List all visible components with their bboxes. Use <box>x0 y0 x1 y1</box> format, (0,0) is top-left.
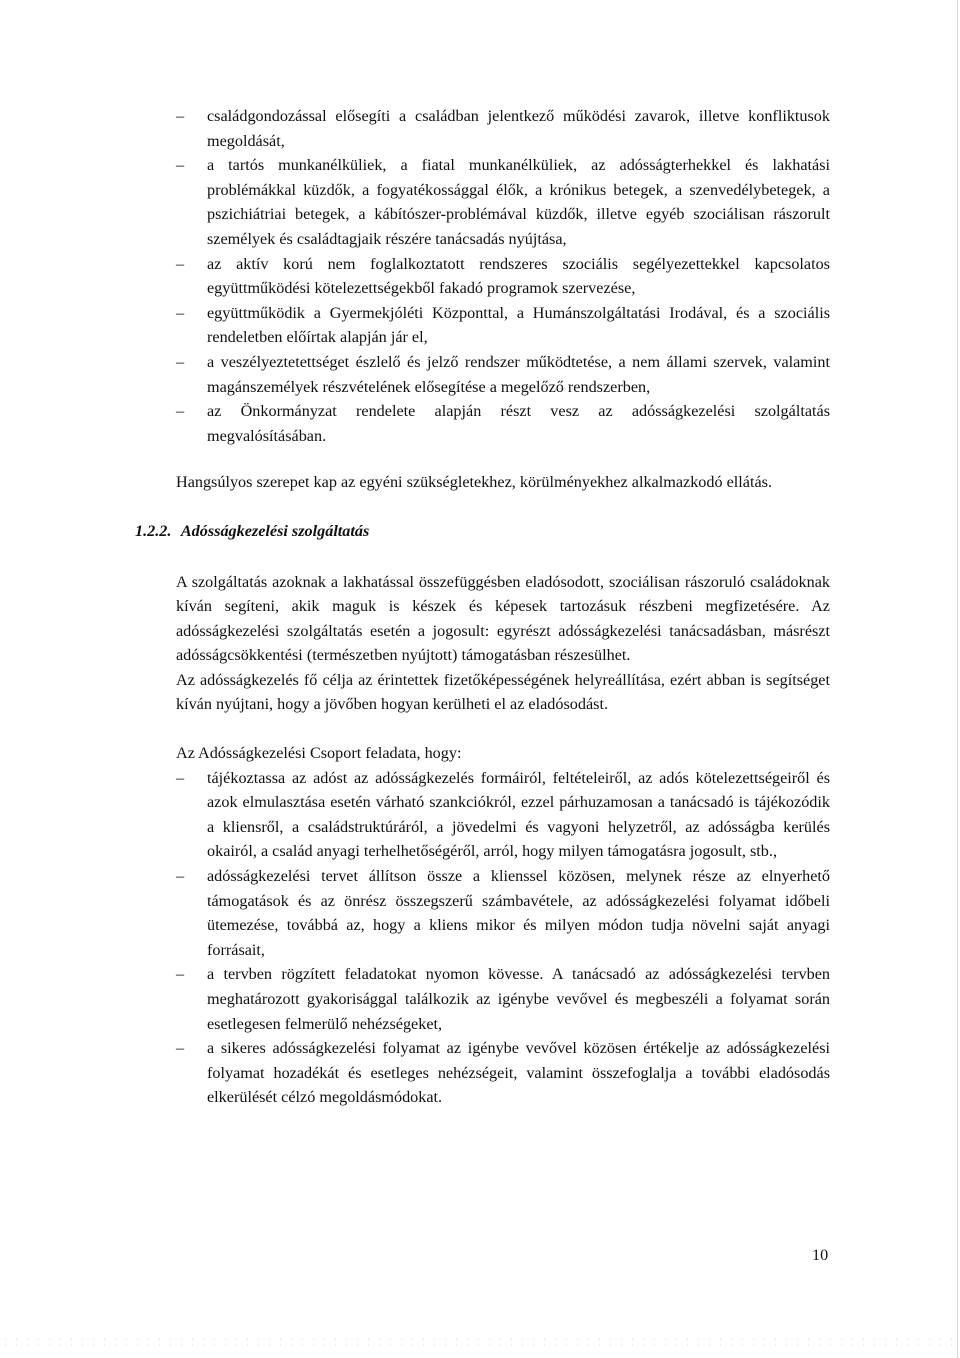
list-item: – a sikeres adósságkezelési folyamat az igénybe vevővel közösen értékelje az adósságkezelési folyamat hozadékát és esetleges nehézségeit, valamint összefoglalja a további eladósodás elkerülését célzó megoldásmódokat. <box>176 1036 830 1110</box>
emphasis-paragraph: Hangsúlyos szerepet kap az egyéni szükségletekhez, körülményekhez alkalmazkodó ellátás. <box>176 473 773 492</box>
list-item: – a tartós munkanélküliek, a fiatal munkanélküliek, az adósságterhekkel és lakhatási problémákkal küzdők, a fogyatékossággal élők, a krónikus betegek, a szenvedélybetegek, a pszichiátriai betegek, a kábítószer-problémával küzdők, illetve egyéb szociálisan rászorult személyek és családtagjaik részére tanácsadás nyújtása, <box>176 153 830 251</box>
task-list-top <box>176 104 830 448</box>
list-item: – az Önkormányzat rendelete alapján részt vesz az adósságkezelési szolgáltatás megvalósításában. <box>176 399 830 448</box>
list-item: – családgondozással elősegíti a családban jelentkező működési zavarok, illetve konfliktusok megoldását, <box>176 104 830 153</box>
body-paragraph-1: A szolgáltatás azoknak a lakhatással összefüggésben eladósodott, szociálisan rászoruló családoknak kíván segíteni, akik maguk is készek és képesek tartozásuk részbeni megfizetésére. Az adósságkezelési szolgáltatás esetén a jogosult: egyrészt adósságkezelési tanácsadásban, másrészt adósságcsökkentési (természetben nyújtott) támogatásban részesülhet. <box>176 572 830 665</box>
section-number: 1.2.2. <box>135 521 172 540</box>
page-number: 10 <box>812 1246 829 1264</box>
list-item: – az aktív korú nem foglalkoztatott rendszeres szociális segélyezettekkel kapcsolatos együttműködési kötelezettségekből fakadó programok szervezése, <box>176 252 830 301</box>
task-list-bottom <box>176 766 830 1110</box>
list-item: – együttműködik a Gyermekjóléti Központtal, a Humánszolgáltatási Irodával, és a szociális rendeletben előírtak alapján jár el, <box>176 301 830 350</box>
section-heading <box>135 519 830 544</box>
page-content <box>135 104 830 1110</box>
list-item: – tájékoztassa az adóst az adósságkezelés formáiról, feltételeiről, az adós kötelezettségeiről és azok elmulasztása esetén várható szankciókról, ezzel párhuzamosan a tanácsadó is tájékozódik a kliensről, a családstruktúráról, a jövedelmi és vagyoni helyzetről, az adósságba kerülés okairól, a család anyagi terhelhetőségéről, arról, hogy milyen támogatásra jogosult, stb., <box>176 766 830 864</box>
body-paragraph-2: Az adósságkezelés fő célja az érintettek fizetőképességének helyreállítása, ezért abban is segítséget kíván nyújtani, hogy a jövőben hogyan kerülheti el az eladósodást. <box>176 670 830 714</box>
list-item: – adósságkezelési tervet állítson össze a klienssel közösen, melynek része az elnyerhető támogatások és az önrész összegszerű számbavétele, az adósságkezelési folyamat időbeli ütemezése, továbbá az, hogy a kliens mikor és milyen módon tudja növelni saját anyagi forrásait, <box>176 864 830 962</box>
scan-noise <box>0 1336 960 1348</box>
section-title: Adósságkezelési szolgáltatás <box>180 521 370 540</box>
scan-edge-line <box>957 0 958 1358</box>
group-intro: Az Adósságkezelési Csoport feladata, hogy: <box>176 744 462 763</box>
list-item: – a tervben rögzített feladatokat nyomon kövesse. A tanácsadó az adósságkezelési tervben meghatározott gyakorisággal találkozik az igénybe vevővel és megbeszéli a folyamat során esetlegesen felmerülő nehézségeket, <box>176 962 830 1036</box>
list-item: – a veszélyeztetettséget észlelő és jelző rendszer működtetése, a nem állami szervek, valamint magánszemélyek részvételének elősegítése a megelőző rendszerben, <box>176 350 830 399</box>
